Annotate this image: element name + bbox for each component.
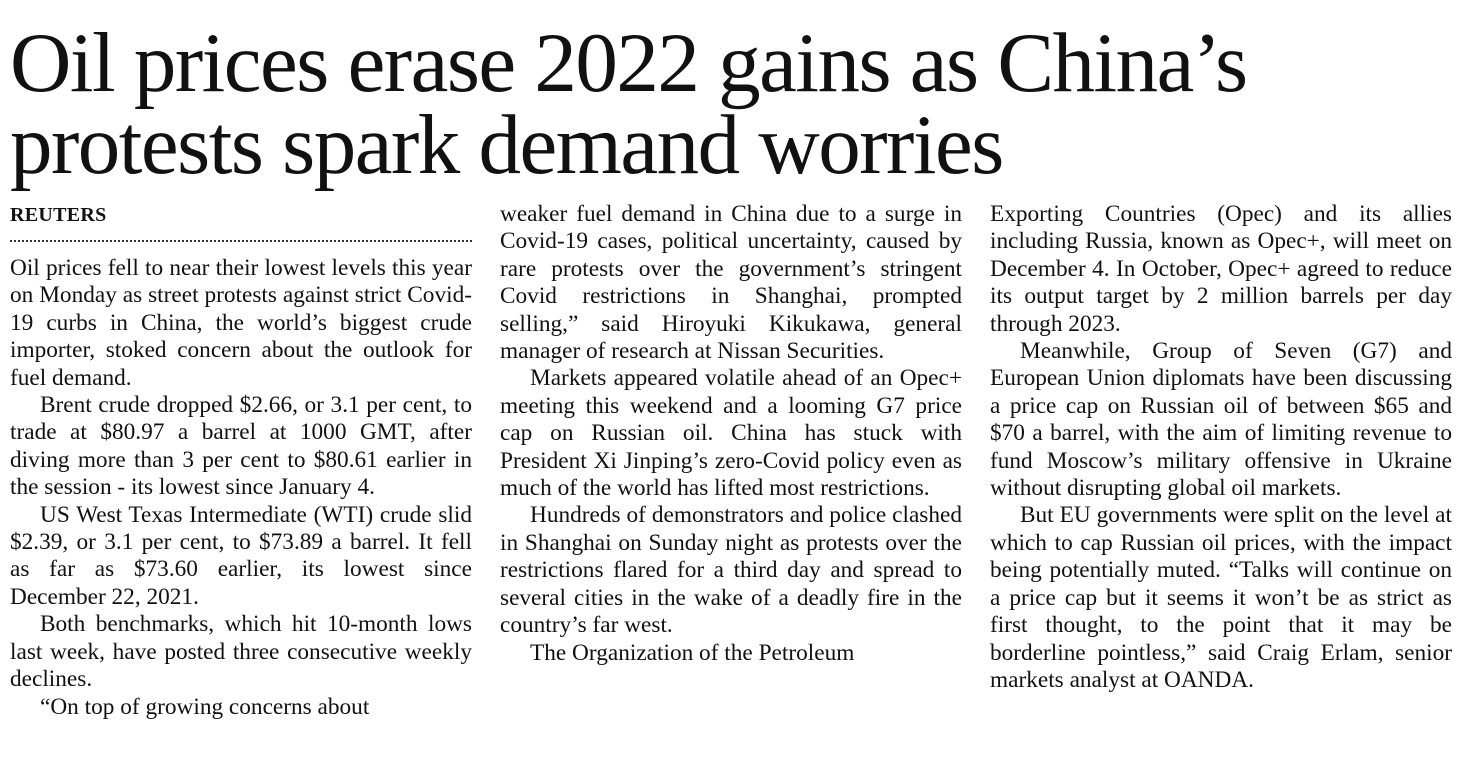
headline-line-1: Oil prices erase 2022 gains as China’s bbox=[10, 16, 1247, 110]
byline: REUTERS bbox=[10, 204, 107, 226]
paragraph: Oil prices fell to near their lowest levels this year on Monday as street protests against strict Covid-19 curbs in China, the world’s biggest crude importer, stoked concern about the outlook for fuel demand. bbox=[10, 255, 472, 391]
paragraph: Brent crude dropped $2.66, or 3.1 per cent, to trade at $80.97 a barrel at 1000 GMT, after diving more than 3 per cent to $80.61 earlier in the session - its lowest since January 4. bbox=[10, 392, 472, 501]
headline bbox=[10, 16, 1455, 192]
paragraph: US West Texas Intermediate (WTI) crude slid $2.39, or 3.1 per cent, to $73.89 a barrel. It fell as far as $73.60 earlier, its lowest since December 22, 2021. bbox=[10, 501, 472, 610]
paragraph: The Organization of the Petroleum bbox=[530, 639, 855, 666]
byline-divider bbox=[10, 240, 472, 242]
paragraph: “On top of growing concerns about bbox=[40, 693, 370, 720]
article-column-3 bbox=[990, 201, 1452, 694]
paragraph: Meanwhile, Group of Seven (G7) and European Union diplomats have been discussing a price cap on Russian oil of between $65 and $70 a barrel, with the aim of limiting revenue to fund Moscow’s military offensive in Ukraine without disrupting global oil markets. bbox=[990, 338, 1452, 502]
headline-line-2: protests spark demand worries bbox=[10, 98, 1003, 192]
paragraph: Both benchmarks, which hit 10-month lows last week, have posted three consecutive weekly declines. bbox=[10, 611, 472, 693]
paragraph: Markets appeared volatile ahead of an Opec+ meeting this weekend and a looming G7 price cap on Russian oil. China has stuck with President Xi Jinping’s zero-Covid policy even as much of the world has lifted most restrictions. bbox=[500, 365, 962, 502]
article-column-2 bbox=[500, 201, 962, 667]
article-column-1 bbox=[10, 201, 472, 721]
paragraph: Exporting Countries (Opec) and its allies including Russia, known as Opec+, will meet on December 4. In October, Opec+ agreed to reduce its output target by 2 million barrels per day through 2023. bbox=[990, 201, 1452, 337]
paragraph: Hundreds of demonstrators and police clashed in Shanghai on Sunday night as protests over the restrictions flared for a third day and spread to several cities in the wake of a deadly fire in the country’s far west. bbox=[500, 502, 962, 639]
paragraph: weaker fuel demand in China due to a surge in Covid-19 cases, political uncertainty, caused by rare protests over the government’s stringent Covid restrictions in Shanghai, prompted selling,” said Hiroyuki Kikukawa, general manager of research at Nissan Securities. bbox=[500, 201, 962, 365]
paragraph: But EU governments were split on the level at which to cap Russian oil prices, with the impact being potentially muted. “Talks will continue on a price cap but it seems it won’t be as strict as first thought, to the point that it may be borderline pointless,” said Craig Erlam, senior markets analyst at OANDA. bbox=[990, 502, 1452, 693]
